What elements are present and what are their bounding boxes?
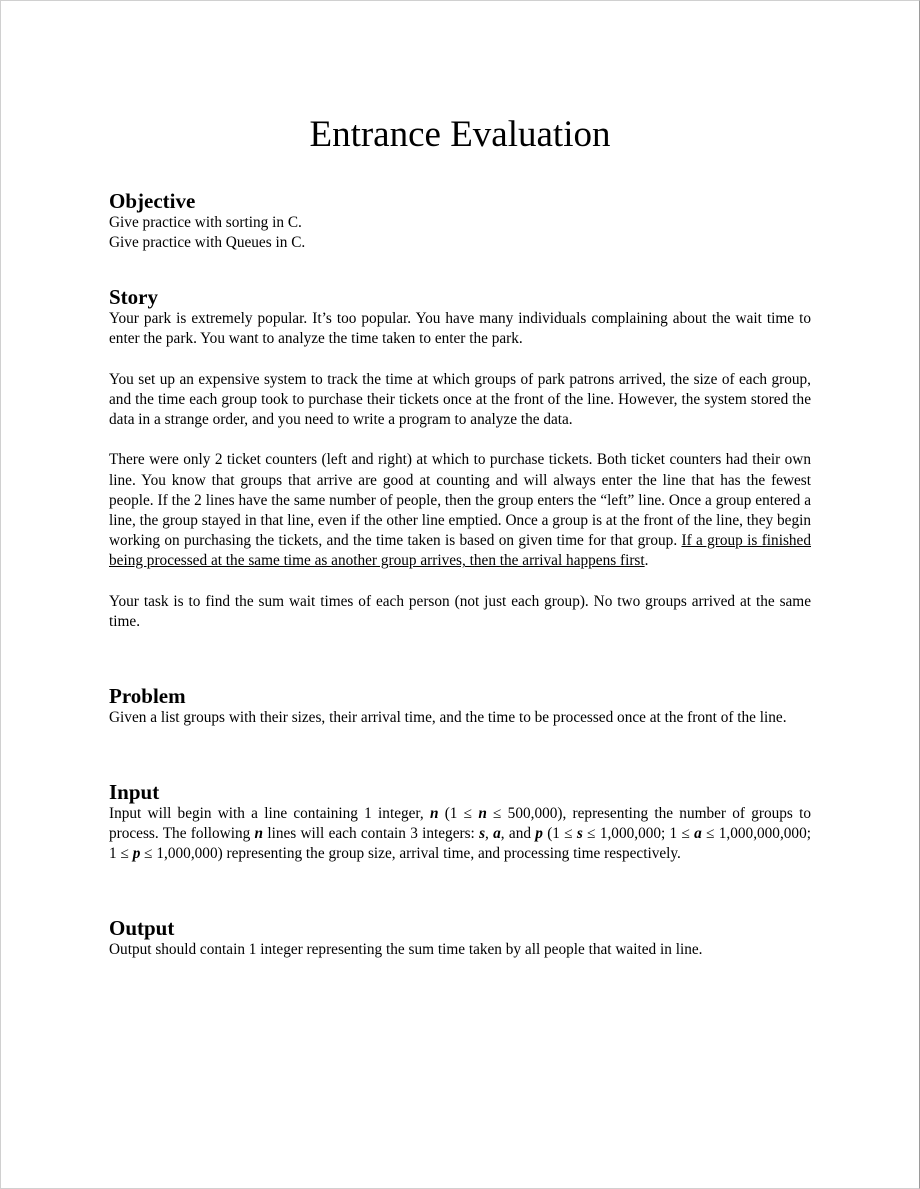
problem-heading: Problem [109, 684, 186, 708]
objective-line: Give practice with sorting in C. [109, 214, 302, 231]
input-section [109, 780, 811, 865]
output-section [109, 916, 811, 960]
story-paragraph: You set up an expensive system to track the time at which groups of park patrons arrived, the size of each group, and the time each group took to purchase their tickets once at the front of the line. However, the system stored the data in a strange order, and you need to write a program to analyze the data. [109, 370, 811, 428]
input-heading: Input [109, 780, 160, 804]
var-p: p [132, 845, 141, 863]
var-s: s [479, 825, 486, 843]
var-a: a [694, 825, 702, 843]
objective-heading: Objective [109, 189, 196, 213]
input-text: Input will begin with a line containing 1 integer, n (1 ≤ n ≤ 500,000), representing the number of groups to process. The following n lines will each contain 3 integers: s, a, and p (1 ≤ s ≤ 1,000,000; 1 ≤ a ≤ 1,000,000,000; 1 ≤ p ≤ 1,000,000) representing the group size, arrival time, and processing time respectively. [109, 805, 811, 863]
story-paragraph-end: . [644, 552, 649, 570]
objective-section [109, 189, 811, 253]
story-heading: Story [109, 285, 158, 309]
story-paragraph: Your park is extremely popular. It’s too popular. You have many individuals complaining about the wait time to enter the park. You want to analyze the time taken to enter the park. [109, 310, 811, 348]
output-heading: Output [109, 916, 175, 940]
story-paragraph-text: There were only 2 ticket counters (left and right) at which to purchase tickets. Both ticket counters had their own line. You know that groups that arrive are good at counting and will always enter the line that has the fewest people. If the 2 lines have the same number of people, then the group enters the “left” line. Once a group entered a line, the group stayed in that line, even if the other line emptied. Once a group is at the front of the line, they begin working on purchasing the tickets, and the time taken is based on given time for that group. [109, 451, 811, 550]
story-underlined-rule: If a group is finished being processed at the same time as another group arrives, then the arrival happens first [109, 532, 811, 570]
story-paragraph: Your task is to find the sum wait times of each person (not just each group). No two groups arrived at the same time. [109, 592, 811, 630]
var-n: n [478, 805, 487, 822]
var-n: n [254, 825, 264, 843]
story-paragraph [109, 450, 811, 571]
output-text: Output should contain 1 integer representing the sum time taken by all people that waited in line. [109, 941, 703, 958]
var-s: s [576, 825, 583, 843]
problem-section [109, 684, 811, 728]
story-section [109, 285, 811, 632]
var-p: p [535, 825, 543, 843]
var-a: a [493, 825, 501, 843]
objective-line: Give practice with Queues in C. [109, 234, 306, 252]
var-n: n [429, 805, 439, 822]
document-title: Entrance Evaluation [309, 114, 611, 155]
problem-text: Given a list groups with their sizes, their arrival time, and the time to be processed once at the front of the line. [109, 709, 787, 726]
